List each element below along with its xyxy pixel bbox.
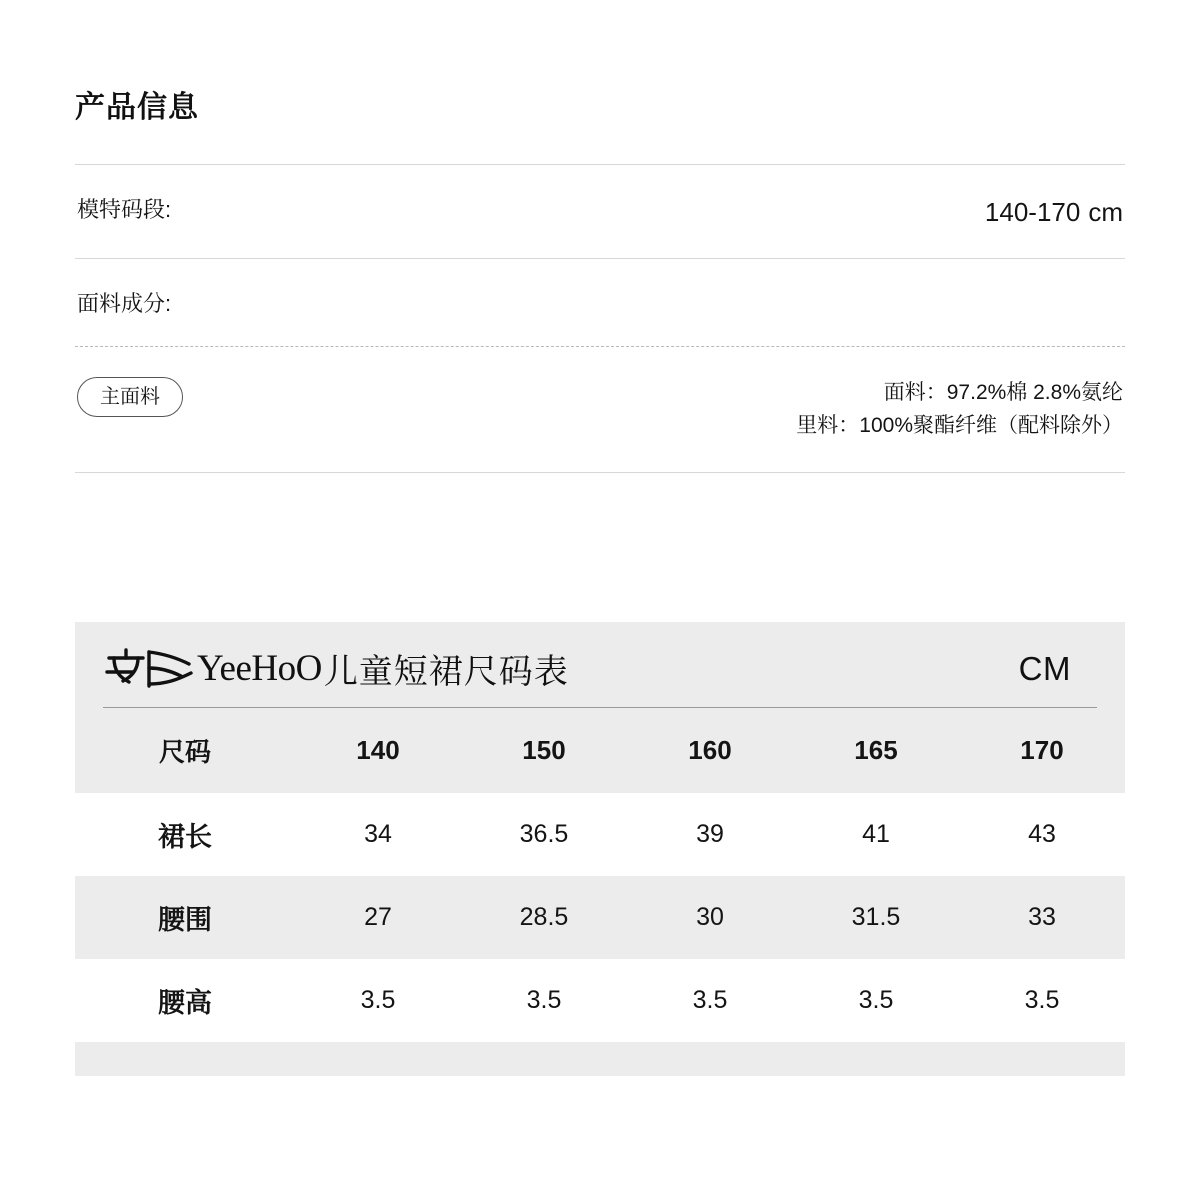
model-size-range: 140-170	[984, 197, 1081, 227]
fabric-composition-label: 面料成分:	[77, 291, 172, 316]
size-chart-title	[103, 644, 569, 693]
column-header-150: 150	[522, 735, 566, 765]
column-header-140: 140	[356, 735, 400, 765]
cell-waist-height-150: 3.5	[461, 959, 627, 1042]
model-size-label: 模特码段:	[77, 197, 172, 222]
info-row-model-size	[75, 165, 1125, 258]
cell-waist-140: 27	[295, 876, 461, 959]
cell-waist-height-170: 3.5	[959, 959, 1125, 1042]
model-size-unit: cm	[1088, 197, 1123, 227]
info-row-fabric-label	[75, 259, 1125, 346]
cell-skirt-length-165: 41	[793, 793, 959, 876]
table-row	[75, 876, 1125, 959]
column-header-160: 160	[688, 735, 732, 765]
cell-waist-height-140: 3.5	[295, 959, 461, 1042]
row-label-waist-height: 腰高	[75, 959, 295, 1042]
cell-skirt-length-140: 34	[295, 793, 461, 876]
column-header-170: 170	[1020, 735, 1064, 765]
main-fabric-tag: 主面料	[77, 377, 183, 417]
size-chart-unit: CM	[1018, 649, 1071, 687]
yeehoo-brand-logo	[103, 646, 195, 692]
size-chart-footer-spacer	[75, 1042, 1125, 1076]
cell-waist-height-160: 3.5	[627, 959, 793, 1042]
size-chart	[75, 622, 1125, 1076]
cell-waist-160: 30	[627, 876, 793, 959]
table-row	[75, 793, 1125, 876]
row-label-waist: 腰围	[75, 876, 295, 959]
cell-waist-165: 31.5	[793, 876, 959, 959]
divider-bottom	[75, 472, 1125, 473]
brand-category-text: 儿童短裙尺码表	[323, 653, 569, 691]
cell-skirt-length-150: 36.5	[461, 793, 627, 876]
info-row-fabric-detail	[75, 347, 1125, 472]
size-chart-header	[75, 622, 1125, 707]
size-chart-table	[75, 708, 1125, 1042]
page-title: 产品信息	[75, 91, 199, 124]
cell-skirt-length-170: 43	[959, 793, 1125, 876]
column-header-size: 尺码	[158, 737, 211, 767]
brand-text: YeeHoO	[197, 648, 322, 689]
cell-waist-170: 33	[959, 876, 1125, 959]
fabric-shell-line: 面料：97.2%棉 2.8%氨纶	[883, 381, 1123, 404]
product-info-section	[75, 90, 1125, 473]
table-row	[75, 959, 1125, 1042]
cell-skirt-length-160: 39	[627, 793, 793, 876]
cell-waist-150: 28.5	[461, 876, 627, 959]
model-size-value	[985, 193, 1123, 232]
column-header-165: 165	[854, 735, 898, 765]
table-header-row	[75, 708, 1125, 793]
row-label-skirt-length: 裙长	[75, 793, 295, 876]
fabric-detail-text	[796, 377, 1123, 442]
fabric-lining-line: 里料：100%聚酯纤维（配料除外）	[796, 413, 1123, 437]
cell-waist-height-165: 3.5	[793, 959, 959, 1042]
